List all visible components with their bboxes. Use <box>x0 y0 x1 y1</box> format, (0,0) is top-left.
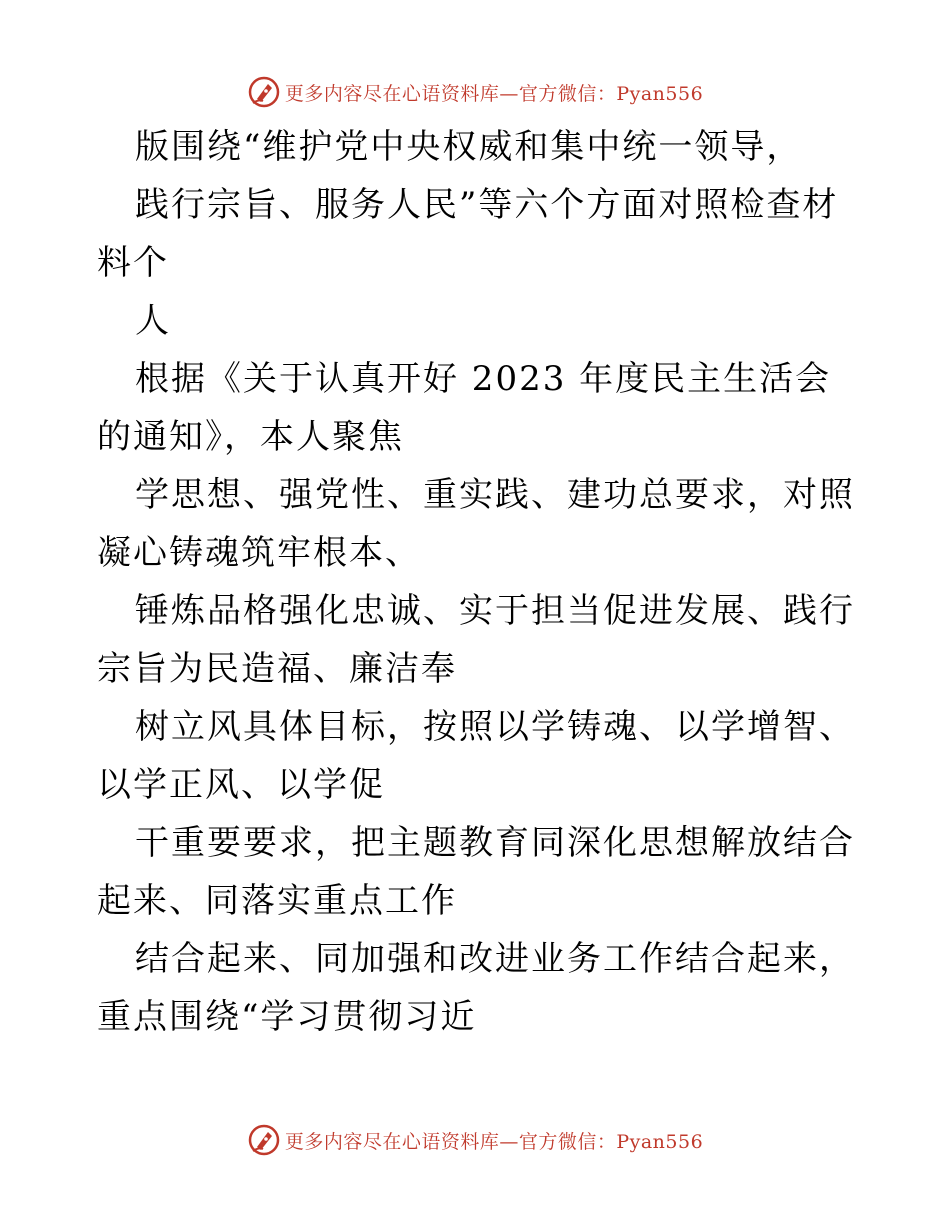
header-banner-text <box>285 79 703 106</box>
footer-banner <box>0 1120 950 1160</box>
pen-nib-logo-icon <box>247 75 281 109</box>
document-body <box>97 118 857 1046</box>
paragraph: 树立风具体目标，按照以学铸魂、以学增智、以学正风、以学促 <box>97 707 855 805</box>
header-banner-wechat: 官方微信：Pyan556 <box>518 82 704 105</box>
paragraph: 版围绕“维护党中央权威和集中统一领导， <box>135 127 803 167</box>
footer-banner-main: 更多内容尽在心语资料库 <box>284 1130 500 1153</box>
paragraph: 根据《关于认真开好 2023 年度民主生活会的通知》，本人聚焦 <box>97 359 832 457</box>
paragraph: 践行宗旨、服务人民”等六个方面对照检查材料个 <box>97 185 839 283</box>
paragraph: 锤炼品格强化忠诚、实于担当促进发展、践行宗旨为民造福、廉洁奉 <box>97 591 855 689</box>
paragraph: 结合起来、同加强和改进业务工作结合起来，重点围绕“学习贯彻习近 <box>97 939 855 1037</box>
footer-banner-text <box>285 1127 703 1154</box>
pen-nib-logo-icon <box>247 1123 281 1157</box>
header-banner-main: 更多内容尽在心语资料库 <box>284 82 500 105</box>
paragraph: 干重要要求，把主题教育同深化思想解放结合起来、同落实重点工作 <box>97 823 855 921</box>
header-banner-separator: — <box>499 82 519 105</box>
paragraph: 学思想、强党性、重实践、建功总要求，对照凝心铸魂筑牢根本、 <box>97 475 855 573</box>
footer-banner-wechat: 官方微信：Pyan556 <box>518 1130 704 1153</box>
paragraph: 人 <box>135 301 171 341</box>
footer-banner-separator: — <box>499 1130 519 1153</box>
header-banner <box>0 72 950 112</box>
